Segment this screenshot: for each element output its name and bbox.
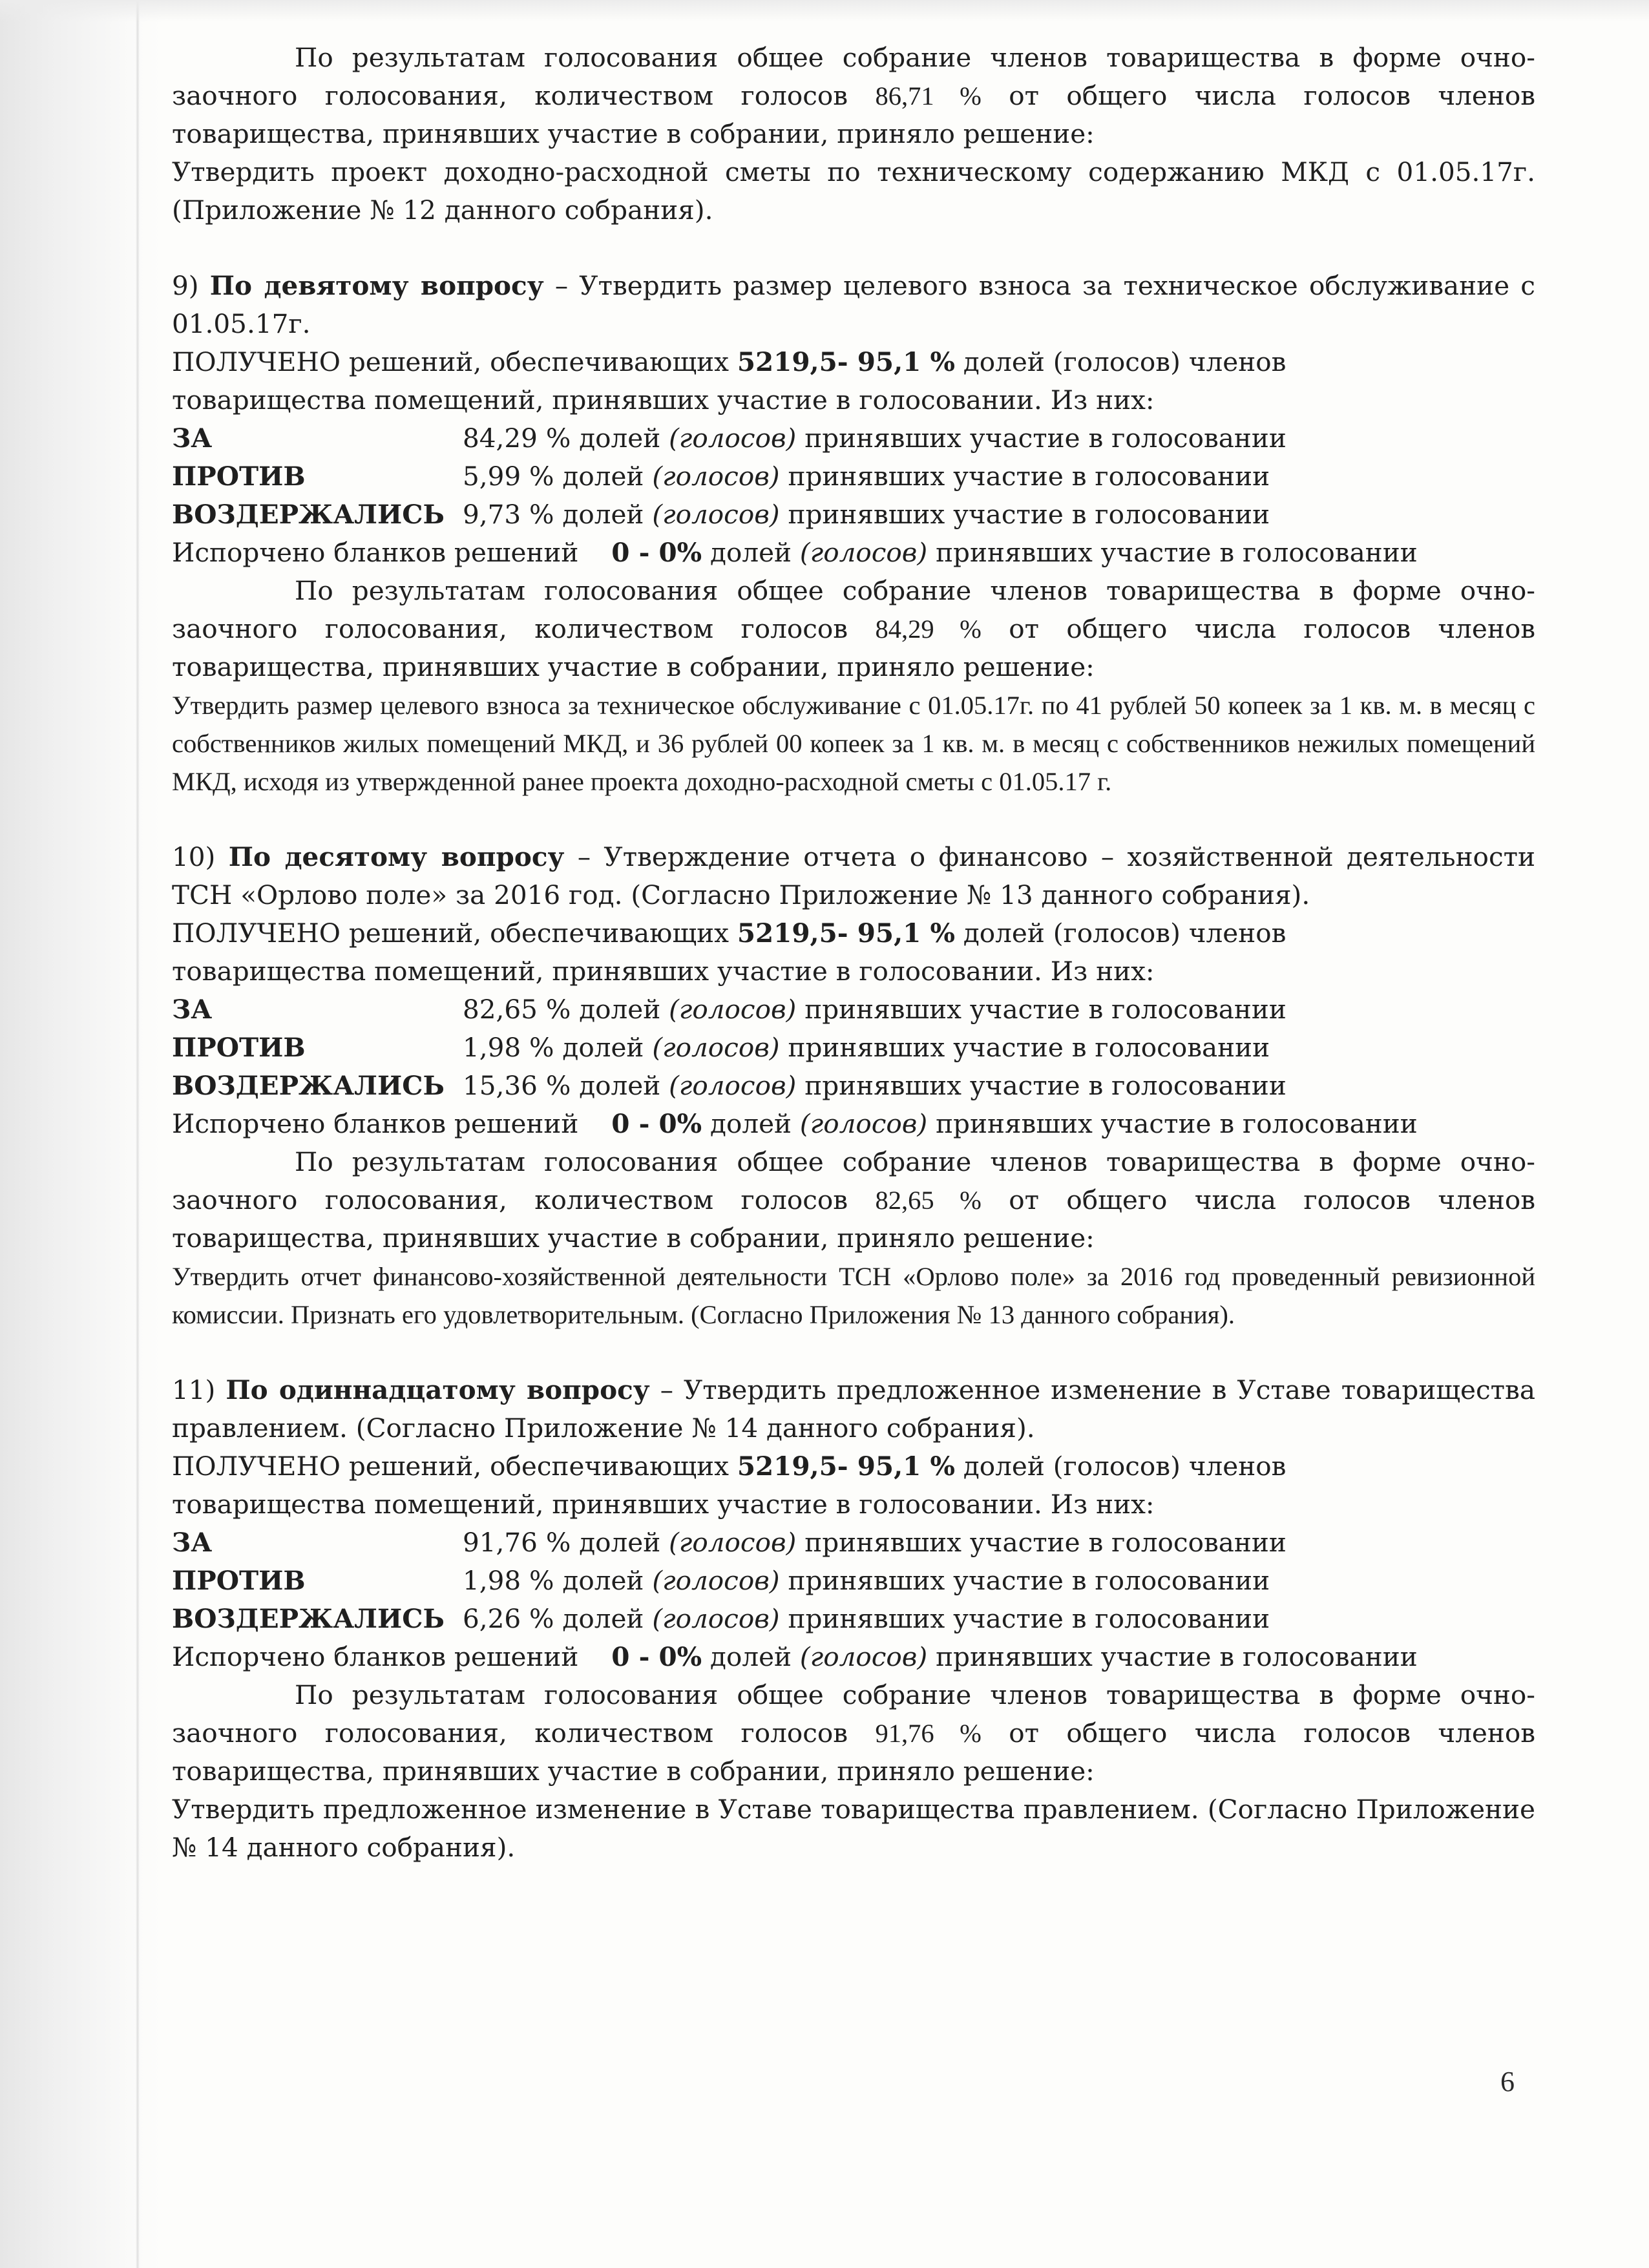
- spoiled-label: Испорчено бланков решений: [172, 537, 579, 568]
- participated-text: принявших участие в голосовании: [804, 1527, 1287, 1558]
- votes-italic: (голосов): [669, 994, 797, 1025]
- votes-italic: (голосов): [669, 423, 797, 454]
- q9-for-percent: 84,29 %: [463, 423, 571, 454]
- votes-italic: (голосов): [669, 1070, 797, 1101]
- q11-vote-against: [172, 1562, 1535, 1600]
- q8-result-percent: 86,71 %: [875, 81, 982, 110]
- vote-against-value: [463, 1029, 1270, 1067]
- received-prefix: ПОЛУЧЕНО решений, обеспечивающих: [172, 918, 729, 949]
- q11-for-percent: 91,76 %: [463, 1527, 571, 1558]
- q9-title: По девятому вопросу: [209, 270, 544, 301]
- q9-spoiled: [172, 534, 1535, 572]
- q10-result-paragraph: [172, 1143, 1535, 1257]
- q11-against-percent: 1,98 %: [463, 1565, 554, 1596]
- vote-against-label: ПРОТИВ: [172, 1565, 306, 1596]
- vote-abstain-label: ВОЗДЕРЖАЛИСЬ: [172, 1603, 445, 1634]
- page-number: 6: [1500, 2066, 1515, 2097]
- votes-italic: (голосов): [799, 1641, 928, 1672]
- result-intro: По результатам голосования общее собрание членов товарищества в форме очно-заочного голосования, количеством голосов: [172, 1679, 1535, 1748]
- q8-result-paragraph: [172, 39, 1535, 153]
- participated-text: принявших участие в голосовании: [936, 537, 1418, 568]
- vote-abstain-value: [463, 1067, 1287, 1105]
- of-text: долей: [562, 1032, 644, 1063]
- page-top-shadow: [0, 0, 1649, 22]
- q9-heading: [172, 267, 1535, 343]
- of-text: долей: [562, 1565, 644, 1596]
- q10-vote-abstain: [172, 1067, 1535, 1105]
- of-text: долей: [710, 537, 792, 568]
- participated-text: принявших участие в голосовании: [804, 1070, 1287, 1101]
- of-text: долей: [579, 1527, 661, 1558]
- vote-for-label: ЗА: [172, 1527, 213, 1558]
- spoiled-value: 0 - 0%: [611, 537, 702, 568]
- q11-vote-for: [172, 1524, 1535, 1562]
- question-8-tail: [172, 39, 1535, 229]
- vote-for-label: ЗА: [172, 994, 213, 1025]
- vote-abstain-label: ВОЗДЕРЖАЛИСЬ: [172, 1070, 445, 1101]
- q11-result-paragraph: [172, 1676, 1535, 1790]
- result-outro: от общего числа голосов членов товарищества, принявших участие в собрании, приняло решение:: [172, 613, 1535, 682]
- q10-vote-for: [172, 991, 1535, 1029]
- vote-for-value: [463, 991, 1287, 1029]
- q11-received: [172, 1447, 1535, 1486]
- q9-received-prefix: ПОЛУЧЕНО решений, обеспечивающих: [172, 346, 729, 377]
- vote-for-value: [463, 419, 1287, 457]
- q9-received: [172, 343, 1535, 381]
- q9-received-suffix: долей (голосов) членов: [963, 346, 1287, 377]
- spoiled-label: Испорчено бланков решений: [172, 1641, 579, 1672]
- q10-for-percent: 82,65 %: [463, 994, 571, 1025]
- q9-against-percent: 5,99 %: [463, 461, 554, 492]
- of-text: долей: [710, 1641, 792, 1672]
- result-intro: По результатам голосования общее собрание членов товарищества в форме очно-заочного голосования, количеством голосов: [172, 575, 1535, 644]
- vote-against-label: ПРОТИВ: [172, 461, 306, 492]
- q11-result-percent: 91,76 %: [875, 1719, 982, 1748]
- question-11: [172, 1371, 1535, 1867]
- result-outro: от общего числа голосов членов товарищества, принявших участие в собрании, приняло решение:: [172, 1717, 1535, 1787]
- votes-italic: (голосов): [669, 1527, 797, 1558]
- q10-heading: [172, 838, 1535, 914]
- vote-abstain-value: [463, 1600, 1270, 1638]
- of-text: долей: [710, 1108, 792, 1139]
- vote-abstain-label: ВОЗДЕРЖАЛИСЬ: [172, 499, 445, 530]
- participated-text: принявших участие в голосовании: [788, 461, 1270, 492]
- of-text: долей: [579, 994, 661, 1025]
- q11-received-line2: товарищества помещений, принявших участие в голосовании. Из них:: [172, 1489, 1155, 1520]
- votes-italic: (голосов): [652, 1603, 780, 1634]
- result-outro: от общего числа голосов членов товарищества, принявших участие в собрании, приняло решение:: [172, 1184, 1535, 1254]
- participated-text: принявших участие в голосовании: [788, 1565, 1270, 1596]
- q11-vote-abstain: [172, 1600, 1535, 1638]
- q9-number: 9): [172, 270, 199, 301]
- vote-against-label: ПРОТИВ: [172, 1032, 306, 1063]
- received-prefix: ПОЛУЧЕНО решений, обеспечивающих: [172, 1451, 729, 1482]
- q9-vote-abstain: [172, 496, 1535, 534]
- q10-received: [172, 914, 1535, 952]
- q9-decision: Утвердить размер целевого взноса за техническое обслуживание с 01.05.17г. по 41 рублей 50 копеек за 1 кв. м. в месяц с собственников жилых помещений МКД, и 36 рублей 00 копеек за 1 кв. м. в месяц с собственников нежилых помещений МКД, исходя из утвержденной ранее проекта доходно-расходной сметы с 01.05.17 г.: [172, 691, 1535, 796]
- q11-title: По одиннадцатому вопросу: [226, 1374, 650, 1405]
- q10-against-percent: 1,98 %: [463, 1032, 554, 1063]
- participated-text: принявших участие в голосовании: [936, 1641, 1418, 1672]
- votes-italic: (голосов): [799, 1108, 928, 1139]
- page-binding-line: [136, 0, 140, 2268]
- participated-text: принявших участие в голосовании: [788, 1603, 1270, 1634]
- q10-spoiled: [172, 1105, 1535, 1143]
- vote-against-value: [463, 1562, 1270, 1600]
- q10-received-line2: товарищества помещений, принявших участие в голосовании. Из них:: [172, 956, 1155, 987]
- q10-decision: Утвердить отчет финансово-хозяйственной деятельности ТСН «Орлово поле» за 2016 год проведенный ревизионной комиссии. Признать его удовлетворительным. (Согласно Приложения № 13 данного собрания).: [172, 1262, 1535, 1329]
- received-suffix: долей (голосов) членов: [963, 918, 1287, 949]
- document-page: [172, 39, 1535, 1867]
- q9-abstain-percent: 9,73 %: [463, 499, 554, 530]
- votes-italic: (голосов): [652, 499, 780, 530]
- question-10: [172, 838, 1535, 1334]
- question-9: [172, 267, 1535, 801]
- q8-result-intro: По результатам голосования общее собрание членов товарищества в форме очно-заочного голосования, количеством голосов: [172, 42, 1535, 111]
- q9-received-value: 5219,5- 95,1 %: [737, 346, 955, 377]
- spoiled-value: 0 - 0%: [611, 1108, 702, 1139]
- q10-abstain-percent: 15,36 %: [463, 1070, 571, 1101]
- votes-italic: (голосов): [652, 461, 780, 492]
- of-text: долей: [562, 499, 644, 530]
- q9-received-line2: товарищества помещений, принявших участие в голосовании. Из них:: [172, 384, 1155, 415]
- participated-text: принявших участие в голосовании: [804, 423, 1287, 454]
- vote-for-value: [463, 1524, 1287, 1562]
- votes-italic: (голосов): [799, 537, 928, 568]
- of-text: долей: [562, 461, 644, 492]
- q9-text: – Утвердить размер целевого взноса за техническое обслуживание с 01.05.17г.: [172, 270, 1535, 339]
- vote-against-value: [463, 457, 1270, 496]
- q8-decision: Утвердить проект доходно-расходной сметы по техническому содержанию МКД с 01.05.17г. (Приложение № 12 данного собрания).: [172, 156, 1535, 226]
- q10-result-percent: 82,65 %: [875, 1186, 982, 1215]
- q9-result-percent: 84,29 %: [875, 614, 982, 644]
- of-text: долей: [579, 1070, 661, 1101]
- received-value: 5219,5- 95,1 %: [737, 1451, 955, 1482]
- votes-italic: (голосов): [652, 1565, 780, 1596]
- q10-vote-against: [172, 1029, 1535, 1067]
- q11-heading: [172, 1371, 1535, 1447]
- votes-italic: (голосов): [652, 1032, 780, 1063]
- q8-result-outro: от общего числа голосов членов товарищества, принявших участие в собрании, приняло решение:: [172, 80, 1535, 149]
- q11-spoiled: [172, 1638, 1535, 1676]
- of-text: долей: [562, 1603, 644, 1634]
- of-text: долей: [579, 423, 661, 454]
- q11-text: – Утвердить предложенное изменение в Уставе товарищества правлением. (Согласно Приложение № 14 данного собрания).: [172, 1374, 1536, 1444]
- q11-abstain-percent: 6,26 %: [463, 1603, 554, 1634]
- q10-number: 10): [172, 841, 216, 872]
- vote-abstain-value: [463, 496, 1270, 534]
- participated-text: принявших участие в голосовании: [788, 499, 1270, 530]
- received-value: 5219,5- 95,1 %: [737, 918, 955, 949]
- q10-text: – Утверждение отчета о финансово – хозяйственной деятельности ТСН «Орлово поле» за 2016 год. (Согласно Приложение № 13 данного собрания).: [172, 841, 1536, 910]
- q9-result-paragraph: [172, 572, 1535, 686]
- spoiled-value: 0 - 0%: [611, 1641, 702, 1672]
- q11-decision: Утвердить предложенное изменение в Уставе товарищества правлением. (Согласно Приложение № 14 данного собрания).: [172, 1794, 1535, 1863]
- vote-for-label: ЗА: [172, 423, 213, 454]
- q11-number: 11): [172, 1374, 216, 1405]
- q9-vote-against: [172, 457, 1535, 496]
- participated-text: принявших участие в голосовании: [936, 1108, 1418, 1139]
- participated-text: принявших участие в голосовании: [788, 1032, 1270, 1063]
- participated-text: принявших участие в голосовании: [804, 994, 1287, 1025]
- received-suffix: долей (голосов) членов: [963, 1451, 1287, 1482]
- q10-title: По десятому вопросу: [228, 841, 565, 872]
- spoiled-label: Испорчено бланков решений: [172, 1108, 579, 1139]
- q9-vote-for: [172, 419, 1535, 457]
- result-intro: По результатам голосования общее собрание членов товарищества в форме очно-заочного голосования, количеством голосов: [172, 1146, 1535, 1215]
